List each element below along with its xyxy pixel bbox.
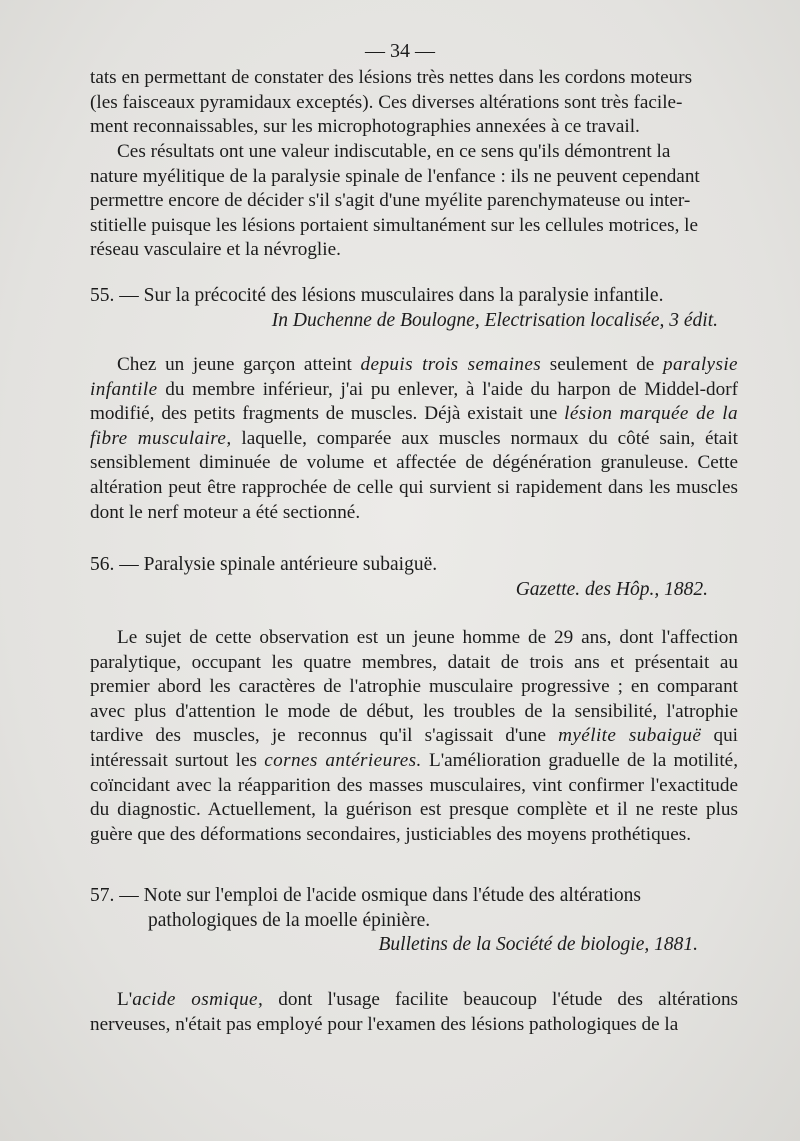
text: Le sujet de cette observation est un jeune homme de 29 ans, dont l'affection paralytique, occupant les quatre membres, datait de trois ans et présentait au premier abord les caractères de l'atrophie musculaire progressive ; en comparant avec plus d'attention le mode de début, les troubles de la sensibilité, l'atrophie tardive des muscles, je reconnus qu'il s'agissait d'une	[90, 627, 738, 747]
paragraph	[90, 988, 738, 1037]
emphasis: cornes antérieures.	[264, 749, 422, 771]
text-line: stitielle puisque les lésions portaient simultanément sur les cellules motrices, le	[90, 214, 699, 236]
text-line: nature myélitique de la paralysie spinale de l'enfance : ils ne peuvent cependant	[90, 165, 700, 187]
section-55-body	[90, 353, 738, 525]
page-number: — 34 —	[365, 40, 435, 62]
section-source: Gazette. des Hôp., 1882.	[515, 578, 708, 600]
text: dont l'usage facilite beaucoup l'étude des altérations nerveuses, n'était pas employé pour l'examen des lésions pathologiques de la	[90, 989, 739, 1035]
text: L'	[117, 989, 133, 1010]
text: Chez un jeune garçon atteint	[117, 354, 361, 375]
source-reference: In Duchenne de Boulogne, Electrisation localisée,	[271, 309, 665, 331]
results-paragraph	[90, 140, 738, 263]
intro-paragraph	[90, 66, 738, 140]
text-line: ment reconnaissables, sur les microphotographies annexées à ce travail.	[90, 116, 640, 138]
source-edition: 3 édit.	[669, 309, 718, 331]
paragraph	[90, 626, 738, 847]
section-source: Bulletins de la Société de biologie, 1881.	[378, 934, 698, 956]
emphasis: acide osmique,	[132, 989, 264, 1010]
text-line: réseau vasculaire et la névroglie.	[90, 239, 341, 261]
emphasis: depuis trois semaines	[360, 354, 542, 375]
emphasis: lésion marquée de la fibre musculaire,	[90, 403, 738, 449]
text: L'amélioration graduelle de la motilité, coïncidant avec la réapparition des masses musculaires, vint confirmer l'exactitude du diagnostic. Actuellement, la guérison est presque complète et il ne reste plus guère que des déformations secondaires, justiciables des moyens prothétiques.	[90, 749, 738, 845]
section-title: 57. — Note sur l'emploi de l'acide osmique dans l'étude des altérations	[90, 885, 641, 906]
section-56	[90, 553, 738, 602]
section-57	[90, 884, 738, 958]
section-57-body	[90, 988, 738, 1037]
text-line: (les faisceaux pyramidaux exceptés). Ces diverses altérations sont très facile-	[90, 91, 683, 113]
text: laquelle, comparée aux muscles normaux du côté sain, était sensiblement diminuée de volume et affectée de dégénération granuleuse. Cette altération peut être rapprochée de celle qui survient si rapidement dans les muscles dont le nerf moteur a été sectionné.	[90, 427, 738, 523]
section-55	[90, 284, 738, 333]
paragraph	[90, 353, 738, 525]
text: du membre inférieur, j'ai pu enlever, à l'aide du harpon de Middel-dorf modifié, des petits fragments de muscles. Déjà existait une	[90, 378, 738, 425]
section-title: 55. — Sur la précocité des lésions musculaires dans la paralysie infantile.	[90, 285, 664, 306]
emphasis: myélite subaiguë	[558, 725, 702, 747]
text: seulement de	[541, 354, 663, 375]
section-title-continued: pathologiques de la moelle épinière.	[148, 909, 431, 931]
section-56-body	[90, 626, 738, 847]
section-source	[90, 309, 738, 334]
text-line: permettre encore de décider s'il s'agit d'une myélite parenchymateuse ou inter-	[90, 190, 691, 212]
text-line: Ces résultats ont une valeur indiscutable, en ce sens qu'ils démontrent la	[117, 141, 671, 162]
emphasis: paralysie infantile	[90, 354, 738, 400]
text: qui intéressait surtout les	[90, 725, 738, 771]
text-line: tats en permettant de constater des lésions très nettes dans les cordons moteurs	[90, 67, 693, 88]
section-title: 56. — Paralysie spinale antérieure subaiguë.	[90, 554, 438, 575]
